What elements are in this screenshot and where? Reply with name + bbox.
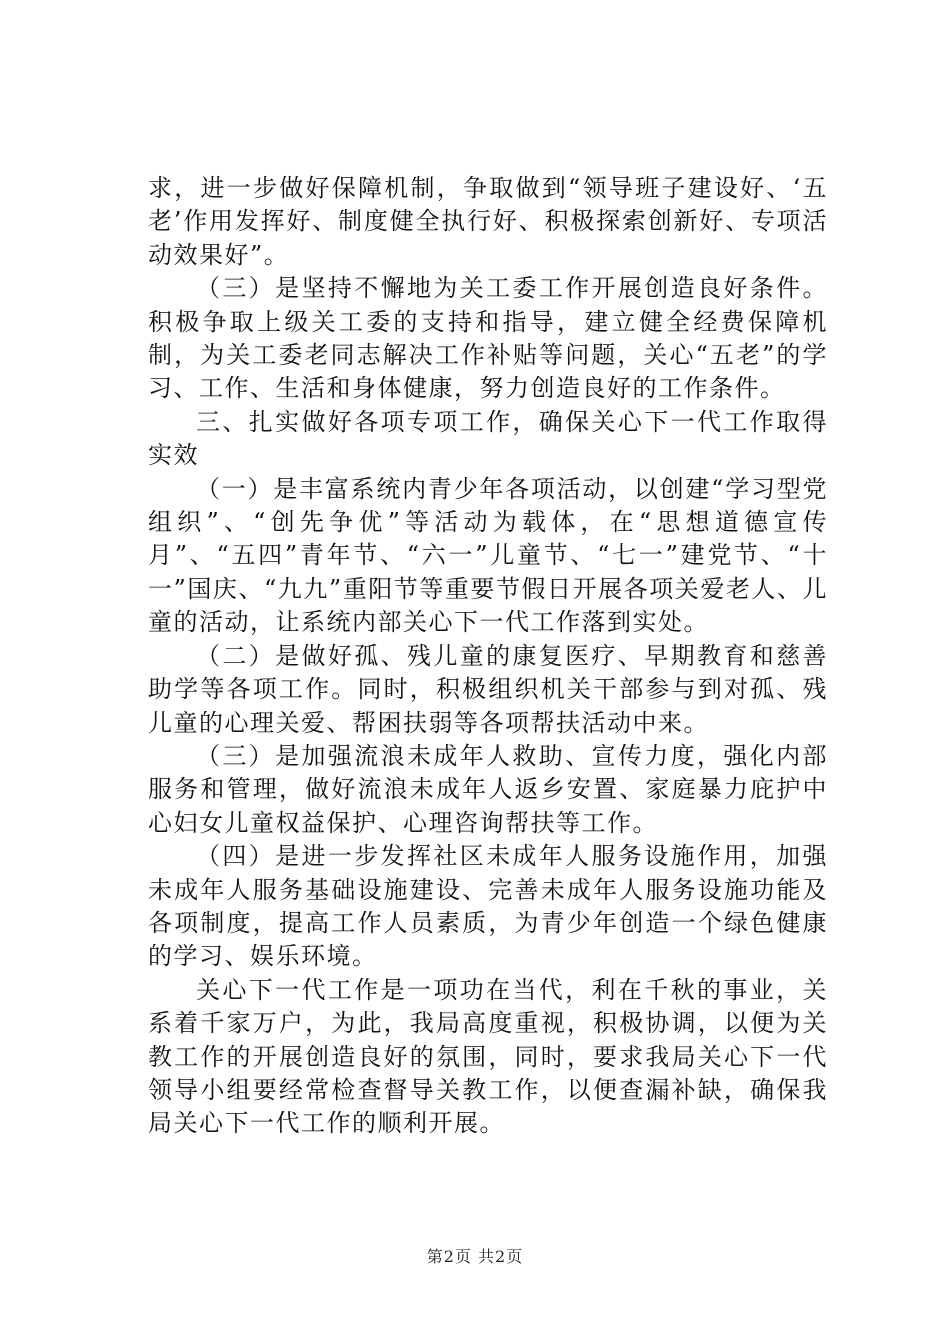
page-number-footer: 第2页 共2页	[426, 1247, 524, 1266]
paragraph-item-4: （四）是进一步发挥社区未成年人服务设施作用，加强未成年人服务基础设施建设、完善未成年人服务设施功能及各项制度，提高工作人员素质，为青少年创造一个绿色健康的学习、娱乐环境。	[148, 842, 828, 971]
document-body	[148, 172, 828, 1141]
paragraph-item-1: （一）是丰富系统内青少年各项活动，以创建“学习型党组织”、“创先争优”等活动为载体，在“思想道德宣传月”、“五四”青年节、“六一”儿童节、“七一”建党节、“十一”国庆、“九九”重阳节等重要节假日开展各项关爱老人、儿童的活动，让系统内部关心下一代工作落到实处。	[148, 474, 828, 637]
paragraph-conclusion: 关心下一代工作是一项功在当代，利在千秋的事业，关系着千家万户，为此，我局高度重视，积极协调，以便为关教工作的开展创造良好的氛围，同时，要求我局关心下一代领导小组要经常检查督导关教工作，以便查漏补缺，确保我局关心下一代工作的顺利开展。	[148, 975, 828, 1138]
paragraph-conditions: （三）是坚持不懈地为关工委工作开展创造良好条件。积极争取上级关工委的支持和指导，建立健全经费保障机制，为关工委老同志解决工作补贴等问题，关心“五老”的学习、工作、生活和身体健康，努力创造良好的工作条件。	[148, 274, 828, 403]
paragraph-item-3: （三）是加强流浪未成年人救助、宣传力度，强化内部服务和管理，做好流浪未成年人返乡安置、家庭暴力庇护中心妇女儿童权益保护、心理咨询帮扶等工作。	[148, 741, 828, 837]
section-heading-3: 三、扎实做好各项专项工作，确保关心下一代工作取得实效	[148, 407, 828, 470]
paragraph-item-2: （二）是做好孤、残儿童的康复医疗、早期教育和慈善助学等各项工作。同时，积极组织机关干部参与到对孤、残儿童的心理关爱、帮困扶弱等各项帮扶活动中来。	[148, 641, 828, 737]
paragraph-continuation: 求，进一步做好保障机制，争取做到“领导班子建设好、‘五老’作用发挥好、制度健全执行好、积极探索创新好、专项活动效果好”。	[148, 174, 828, 269]
